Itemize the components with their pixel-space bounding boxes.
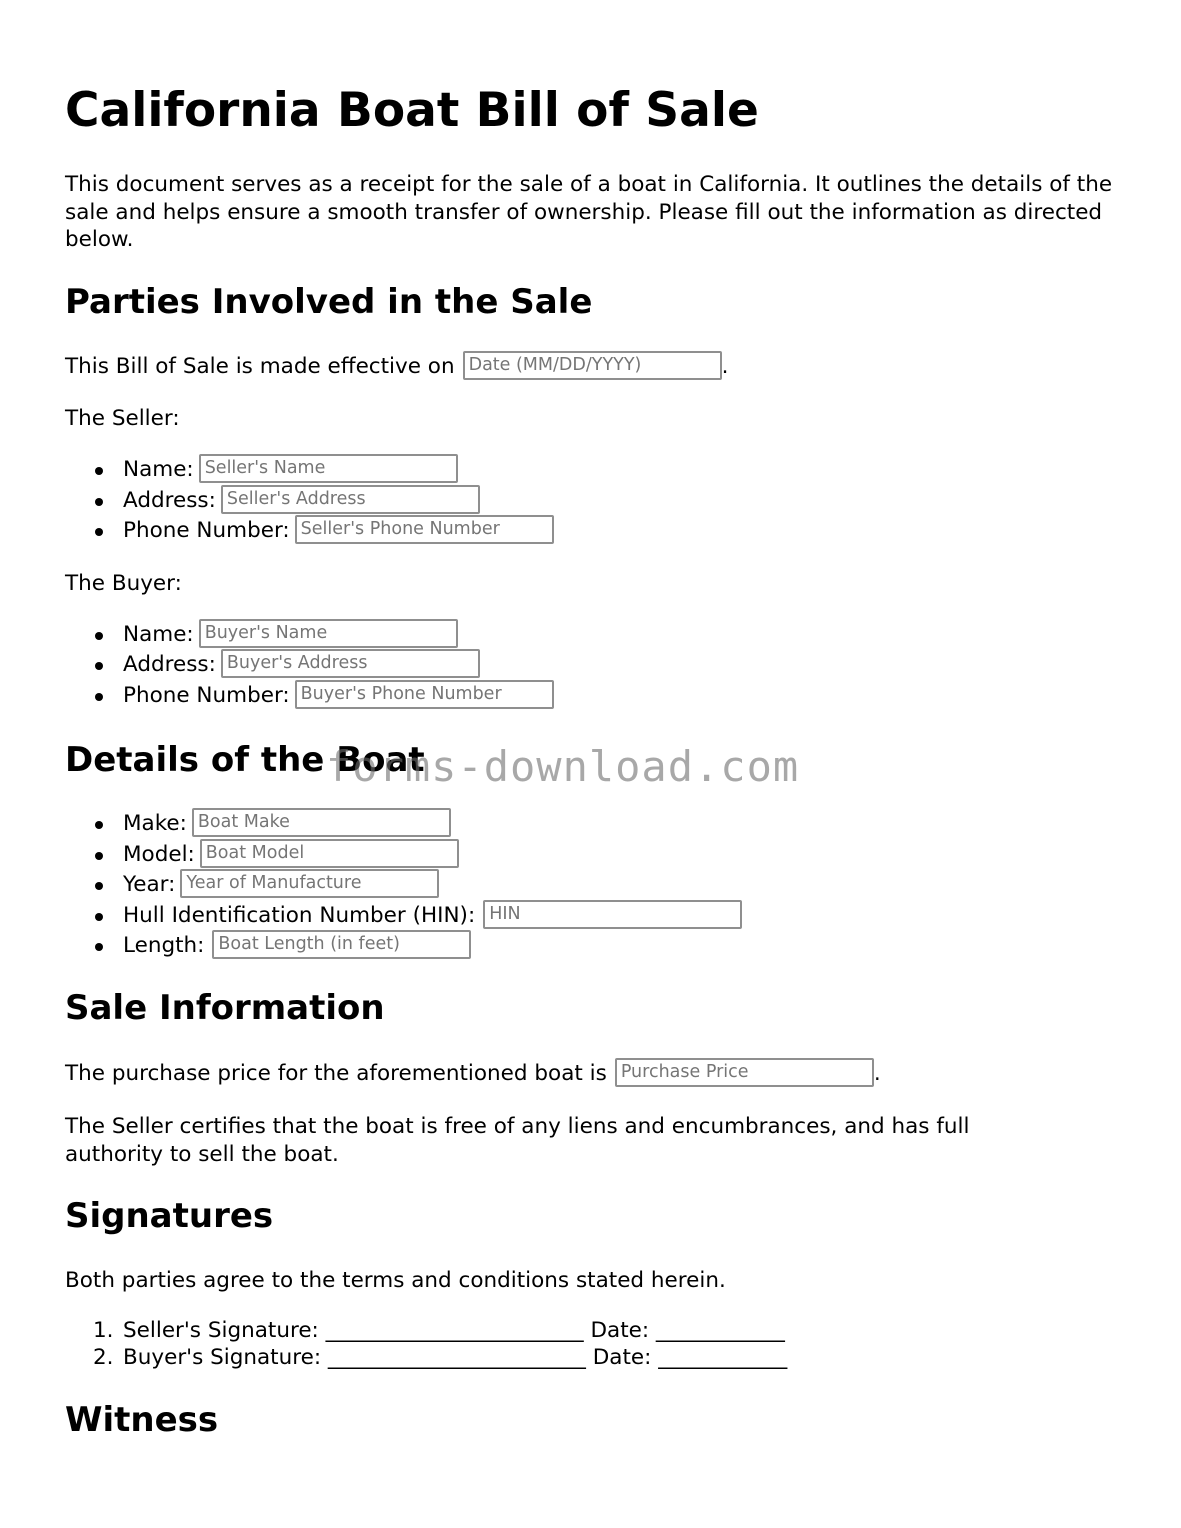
boat-heading: Details of the Boat	[65, 740, 425, 780]
buyer-name-label: Name:	[123, 622, 194, 647]
boat-model-field[interactable]	[200, 839, 459, 868]
list-number: 1.	[93, 1318, 114, 1343]
bullet	[95, 498, 103, 506]
boat-year-label: Year:	[123, 872, 176, 897]
seller-name-field[interactable]	[199, 454, 458, 483]
sale-heading: Sale Information	[65, 988, 385, 1028]
buyer-address-label: Address:	[123, 652, 216, 677]
boat-model-label: Model:	[123, 842, 195, 867]
period: .	[721, 354, 729, 379]
effective-date-row	[65, 352, 728, 382]
buyer-phone-field[interactable]	[295, 680, 554, 709]
bullet	[95, 821, 103, 829]
signature-line-seller	[65, 1316, 965, 1346]
bullet	[95, 852, 103, 860]
boat-length-label: Length:	[123, 933, 205, 958]
witness-heading: Witness	[65, 1400, 219, 1440]
buyer-name-field[interactable]	[199, 619, 458, 648]
boat-hin-label: Hull Identification Number (HIN):	[123, 903, 476, 928]
boat-make-field[interactable]	[192, 808, 451, 837]
boat-make-label: Make:	[123, 811, 187, 836]
bullet	[95, 913, 103, 921]
seller-address-label: Address:	[123, 488, 216, 513]
seller-name-label: Name:	[123, 457, 194, 482]
bullet	[95, 632, 103, 640]
effective-date-field[interactable]	[463, 351, 722, 380]
bullet	[95, 467, 103, 475]
buyer-phone-label: Phone Number:	[123, 683, 290, 708]
buyer-address-field[interactable]	[221, 649, 480, 678]
signatures-heading: Signatures	[65, 1196, 274, 1236]
seller-address-field[interactable]	[221, 485, 480, 514]
bullet	[95, 662, 103, 670]
watermark: forms-download.com	[326, 742, 800, 791]
seller-label: The Seller:	[65, 406, 180, 431]
list-number: 2.	[93, 1345, 114, 1370]
certify-paragraph: The Seller certifies that the boat is free of any liens and encumbrances, and has full authority to sell the boat.	[65, 1114, 970, 1167]
purchase-price-row	[65, 1059, 881, 1089]
parties-heading: Parties Involved in the Sale	[65, 282, 593, 322]
buyer-signature-text: Buyer's Signature: ________________________ Date: ____________	[123, 1345, 788, 1370]
effective-date-label: This Bill of Sale is made effective on	[65, 354, 455, 379]
signature-line-buyer	[65, 1343, 965, 1373]
agree-text: Both parties agree to the terms and conditions stated herein.	[65, 1268, 726, 1293]
intro-paragraph: This document serves as a receipt for the sale of a boat in California. It outlines the details of the sale and helps ensure a smooth transfer of ownership. Please fill out the information as directed below.	[65, 172, 1113, 252]
boat-length-field[interactable]	[212, 930, 471, 959]
bullet	[95, 882, 103, 890]
bullet	[95, 943, 103, 951]
bullet	[95, 693, 103, 701]
purchase-price-field[interactable]	[615, 1058, 874, 1087]
seller-signature-text: Seller's Signature: ________________________ Date: ____________	[123, 1318, 785, 1343]
boat-hin-field[interactable]	[483, 900, 742, 929]
seller-phone-label: Phone Number:	[123, 518, 290, 543]
buyer-label: The Buyer:	[65, 571, 182, 596]
period: .	[873, 1061, 881, 1086]
page-title: California Boat Bill of Sale	[65, 83, 759, 138]
bullet	[95, 528, 103, 536]
seller-phone-field[interactable]	[295, 515, 554, 544]
boat-year-field[interactable]	[180, 869, 439, 898]
purchase-price-label: The purchase price for the aforementioned boat is	[65, 1061, 607, 1086]
